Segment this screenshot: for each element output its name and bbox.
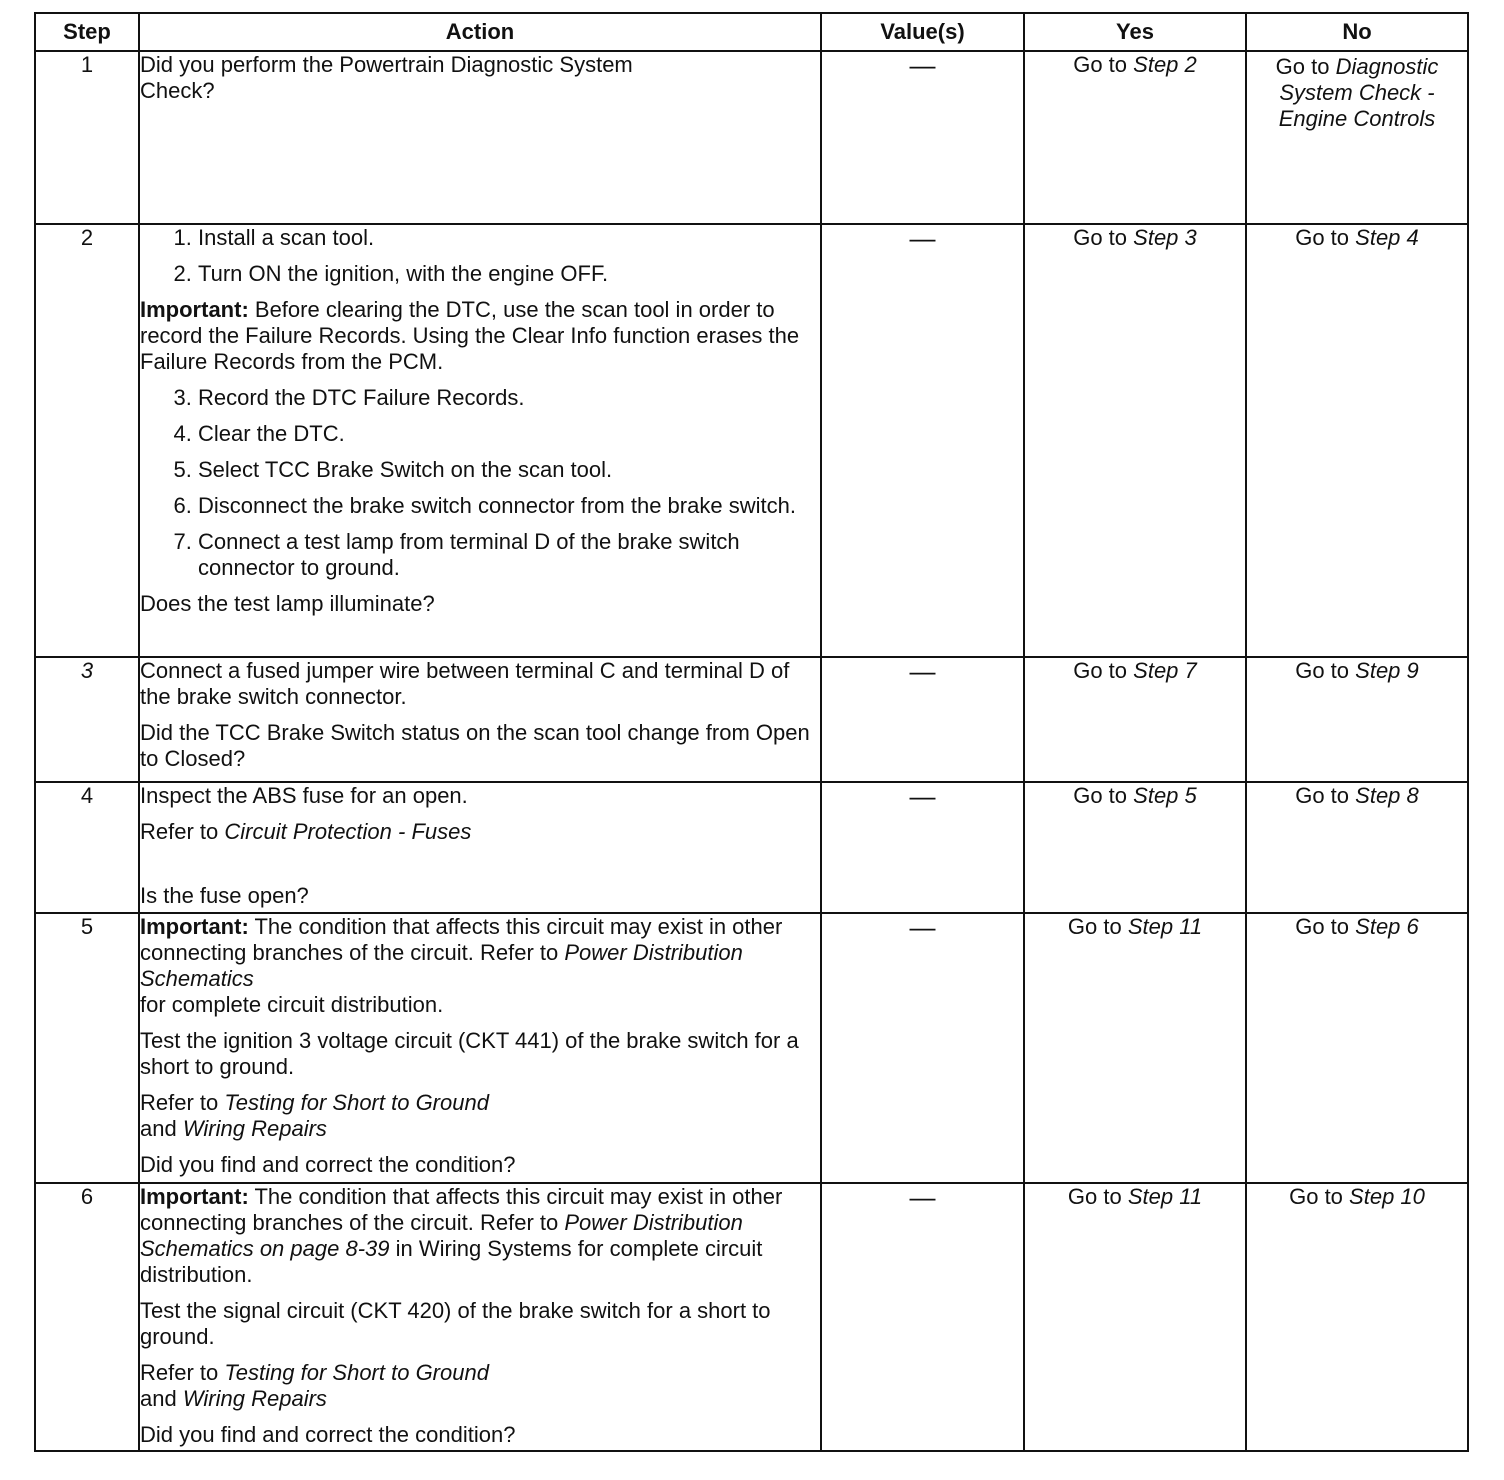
header-values: Value(s) xyxy=(821,13,1024,51)
important-suffix: for complete circuit distribution. xyxy=(140,992,444,1017)
no-cell xyxy=(1246,657,1468,782)
important-note xyxy=(140,1184,820,1288)
yes-link[interactable]: Step 11 xyxy=(1127,1184,1203,1209)
important-mid: in Wiring Systems xyxy=(395,1236,572,1261)
spacer xyxy=(140,855,820,883)
yes-link[interactable]: Step 5 xyxy=(1133,783,1197,808)
no-cell xyxy=(1246,1183,1468,1451)
table-row xyxy=(35,782,1468,913)
goto-label: Go to xyxy=(1295,225,1350,250)
and-word: and xyxy=(140,1386,177,1411)
refer-prefix: Refer to xyxy=(140,1360,219,1385)
table-row xyxy=(35,657,1468,782)
step-number: 3 xyxy=(35,657,139,782)
important-text: The condition that affects this circuit may exist in other connecting branches of the circuit. Refer to xyxy=(140,914,783,965)
refer-prefix: Refer to xyxy=(140,819,219,844)
refer-link[interactable]: Testing for Short to Ground xyxy=(224,1090,489,1115)
header-no: No xyxy=(1246,13,1468,51)
goto-label: Go to xyxy=(1067,1184,1122,1209)
value-cell: — xyxy=(821,1183,1024,1451)
header-yes: Yes xyxy=(1024,13,1246,51)
important-suffix: for complete circuit distribution. xyxy=(140,1236,763,1287)
refer-link[interactable]: Testing for Short to Ground xyxy=(224,1360,489,1385)
yes-cell xyxy=(1024,1183,1246,1451)
value-cell: — xyxy=(821,657,1024,782)
goto-label: Go to xyxy=(1073,783,1128,808)
step-number: 2 xyxy=(35,224,139,657)
goto-label: Go to xyxy=(1073,225,1128,250)
no-link[interactable]: Diagnostic System Check - Engine Controls xyxy=(1278,54,1439,131)
important-label: Important: xyxy=(140,1184,249,1209)
no-link[interactable]: Step 4 xyxy=(1355,225,1419,250)
goto-label: Go to xyxy=(1295,783,1350,808)
question-text: Did the TCC Brake Switch status on the scan tool change from Open to Closed? xyxy=(140,720,810,771)
table-row xyxy=(35,51,1468,224)
step-number: 6 xyxy=(35,1183,139,1451)
important-text: Before clearing the DTC, use the scan tool in order to record the Failure Records. Using the Clear Info function erases the Failure Records from the PCM. xyxy=(140,297,800,374)
header-row xyxy=(35,13,1468,51)
action-cell xyxy=(139,782,821,913)
step-number: 5 xyxy=(35,913,139,1183)
no-link[interactable]: Step 9 xyxy=(1355,658,1419,683)
refer-link[interactable]: Wiring Repairs xyxy=(182,1386,327,1411)
list-item: 7. Connect a test lamp from terminal D of the brake switch connector to ground. xyxy=(198,529,820,581)
and-word: and xyxy=(140,1116,177,1141)
value-cell: — xyxy=(821,782,1024,913)
important-text: The condition that affects this circuit may exist in other connecting branches of the circuit. Refer to xyxy=(140,1184,783,1235)
no-link[interactable]: Step 6 xyxy=(1355,914,1419,939)
list-item: 2. Turn ON the ignition, with the engine OFF. xyxy=(198,261,820,287)
no-cell xyxy=(1246,224,1468,657)
action-cell xyxy=(139,657,821,782)
test-text: Test the signal circuit (CKT 420) of the brake switch for a short to ground. xyxy=(140,1298,771,1349)
yes-cell xyxy=(1024,782,1246,913)
goto-label: Go to xyxy=(1275,54,1330,79)
list-item: 1. Install a scan tool. xyxy=(198,225,820,251)
list-item: 4. Clear the DTC. xyxy=(198,421,820,447)
goto-label: Go to xyxy=(1295,658,1350,683)
diagnostic-table xyxy=(34,12,1469,1452)
no-cell xyxy=(1246,782,1468,913)
action-cell xyxy=(139,224,821,657)
table-row xyxy=(35,913,1468,1183)
schematics-link[interactable]: Power Distribution Schematics on page 8-39 xyxy=(140,1210,743,1261)
instruction-text: Connect a fused jumper wire between terminal C and terminal D of the brake switch connector. xyxy=(140,658,790,709)
schematics-link[interactable]: Power Distribution Schematics xyxy=(140,940,743,991)
question-text: Is the fuse open? xyxy=(140,883,309,908)
goto-label: Go to xyxy=(1067,914,1122,939)
yes-cell xyxy=(1024,913,1246,1183)
goto-label: Go to xyxy=(1295,914,1350,939)
test-text: Test the ignition 3 voltage circuit (CKT 441) of the brake switch for a short to ground. xyxy=(140,1028,799,1079)
action-cell xyxy=(139,51,821,224)
list-item: 3. Record the DTC Failure Records. xyxy=(198,385,820,411)
step-number: 4 xyxy=(35,782,139,913)
goto-label: Go to xyxy=(1073,52,1128,77)
step-list xyxy=(140,225,820,287)
action-cell xyxy=(139,1183,821,1451)
goto-label: Go to xyxy=(1289,1184,1343,1209)
step-number: 1 xyxy=(35,51,139,224)
yes-link[interactable]: Step 11 xyxy=(1127,914,1203,939)
question-text: Did you find and correct the condition? xyxy=(140,1152,516,1177)
instruction-text: Inspect the ABS fuse for an open. xyxy=(140,783,468,808)
yes-link[interactable]: Step 3 xyxy=(1133,225,1197,250)
important-label: Important: xyxy=(140,297,249,322)
yes-cell xyxy=(1024,51,1246,224)
refer-text xyxy=(140,1090,820,1142)
list-item: 5. Select TCC Brake Switch on the scan tool. xyxy=(198,457,820,483)
question-text: Does the test lamp illuminate? xyxy=(140,591,435,616)
no-link[interactable]: Step 8 xyxy=(1355,783,1419,808)
value-cell: — xyxy=(821,224,1024,657)
value-cell: — xyxy=(821,913,1024,1183)
value-cell: — xyxy=(821,51,1024,224)
yes-cell xyxy=(1024,224,1246,657)
refer-link[interactable]: Circuit Protection - Fuses xyxy=(224,819,472,844)
header-step: Step xyxy=(35,13,139,51)
list-item: 6. Disconnect the brake switch connector from the brake switch. xyxy=(198,493,820,519)
yes-link[interactable]: Step 7 xyxy=(1133,658,1197,683)
question-text: Did you find and correct the condition? xyxy=(140,1422,516,1447)
refer-text xyxy=(140,1360,820,1412)
action-text: Did you perform the Powertrain Diagnostic System Check? xyxy=(140,52,633,103)
no-link[interactable]: Step 10 xyxy=(1349,1184,1425,1209)
important-note xyxy=(140,297,820,375)
step-list xyxy=(140,385,820,581)
important-note xyxy=(140,914,820,1018)
no-cell xyxy=(1246,913,1468,1183)
yes-cell xyxy=(1024,657,1246,782)
no-cell xyxy=(1246,51,1468,224)
refer-prefix: Refer to xyxy=(140,1090,219,1115)
refer-link[interactable]: Wiring Repairs xyxy=(182,1116,327,1141)
important-label: Important: xyxy=(140,914,249,939)
table-row xyxy=(35,1183,1468,1451)
table-row xyxy=(35,224,1468,657)
yes-link[interactable]: Step 2 xyxy=(1133,52,1197,77)
refer-text xyxy=(140,819,820,845)
header-action: Action xyxy=(139,13,821,51)
action-cell xyxy=(139,913,821,1183)
goto-label: Go to xyxy=(1073,658,1128,683)
